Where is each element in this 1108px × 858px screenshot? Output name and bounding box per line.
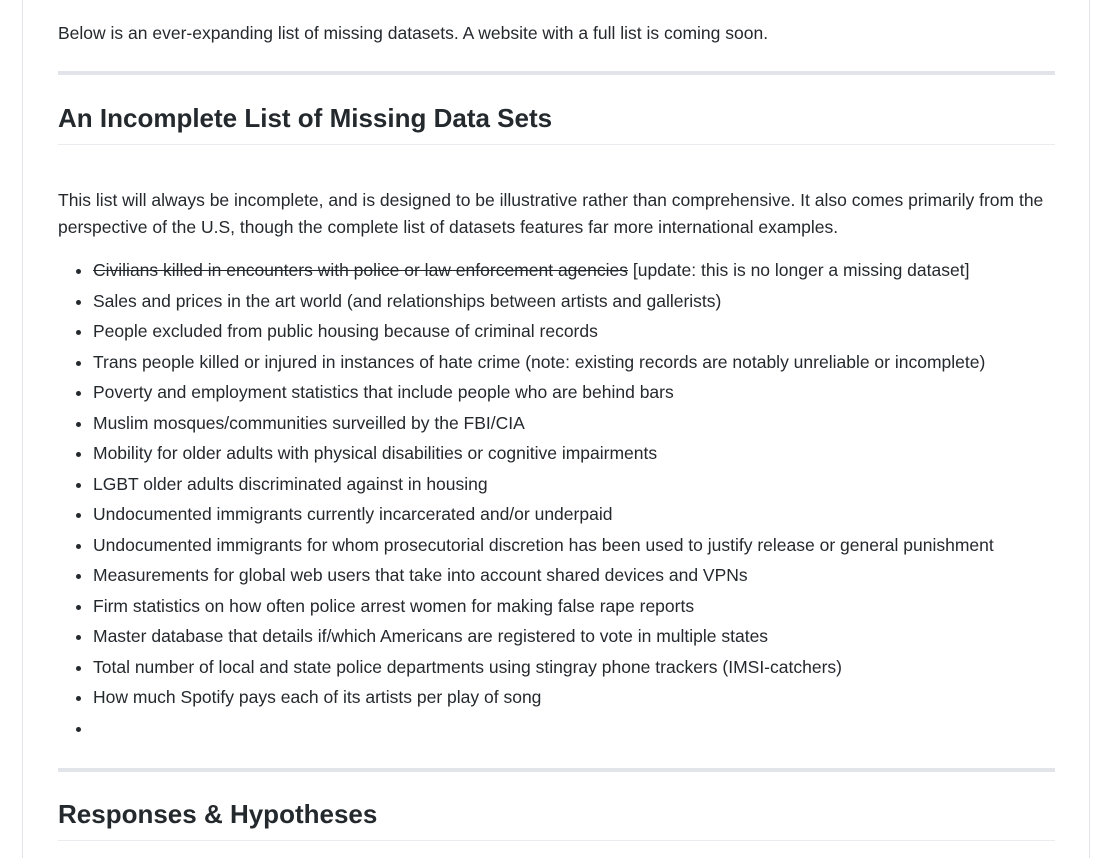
list-item: • How much Spotify pays each of its artists per play of song bbox=[93, 682, 994, 713]
list-item: • Total number of local and state police departments using stingray phone trackers (IMSI-catchers) bbox=[93, 652, 994, 683]
list-item: • Measurements for global web users that take into account shared devices and VPNs bbox=[93, 560, 994, 591]
section-heading-responses: Responses & Hypotheses bbox=[58, 798, 1055, 841]
list-item: • Undocumented immigrants currently incarcerated and/or underpaid bbox=[93, 499, 994, 530]
list-item: • Muslim mosques/communities surveilled by the FBI/CIA bbox=[93, 408, 994, 439]
list-item: • Firm statistics on how often police arrest women for making false rape reports bbox=[93, 591, 994, 622]
horizontal-rule bbox=[58, 71, 1055, 75]
section-heading-missing-datasets: An Incomplete List of Missing Data Sets bbox=[58, 102, 1055, 145]
missing-datasets-list bbox=[58, 255, 994, 743]
list-item-empty bbox=[93, 713, 994, 744]
list-item: • Sales and prices in the art world (and relationships between artists and gallerists) bbox=[93, 286, 994, 317]
horizontal-rule bbox=[58, 768, 1055, 772]
list-item: • Poverty and employment statistics that include people who are behind bars bbox=[93, 377, 994, 408]
list-item: • Master database that details if/which Americans are registered to vote in multiple states bbox=[93, 621, 994, 652]
list-item bbox=[93, 255, 994, 286]
list-item: • Undocumented immigrants for whom prosecutorial discretion has been used to justify release or general punishment bbox=[93, 530, 994, 561]
section-paragraph: This list will always be incomplete, and is designed to be illustrative rather than comprehensive. It also comes primarily from the perspective of the U.S, though the complete list of datasets features far more international examples. bbox=[58, 190, 1044, 237]
intro-text: Below is an ever-expanding list of missing datasets. A website with a full list is coming soon. bbox=[58, 23, 769, 43]
struck-item-text: Civilians killed in encounters with police or law enforcement agencies bbox=[93, 260, 628, 280]
update-note: [update: this is no longer a missing dataset] bbox=[628, 260, 970, 280]
list-item: • Trans people killed or injured in instances of hate crime (note: existing records are notably unreliable or incomplete) bbox=[93, 347, 994, 378]
list-item: • People excluded from public housing because of criminal records bbox=[93, 316, 994, 347]
list-item: • LGBT older adults discriminated against in housing bbox=[93, 469, 994, 500]
list-item: • Mobility for older adults with physical disabilities or cognitive impairments bbox=[93, 438, 994, 469]
